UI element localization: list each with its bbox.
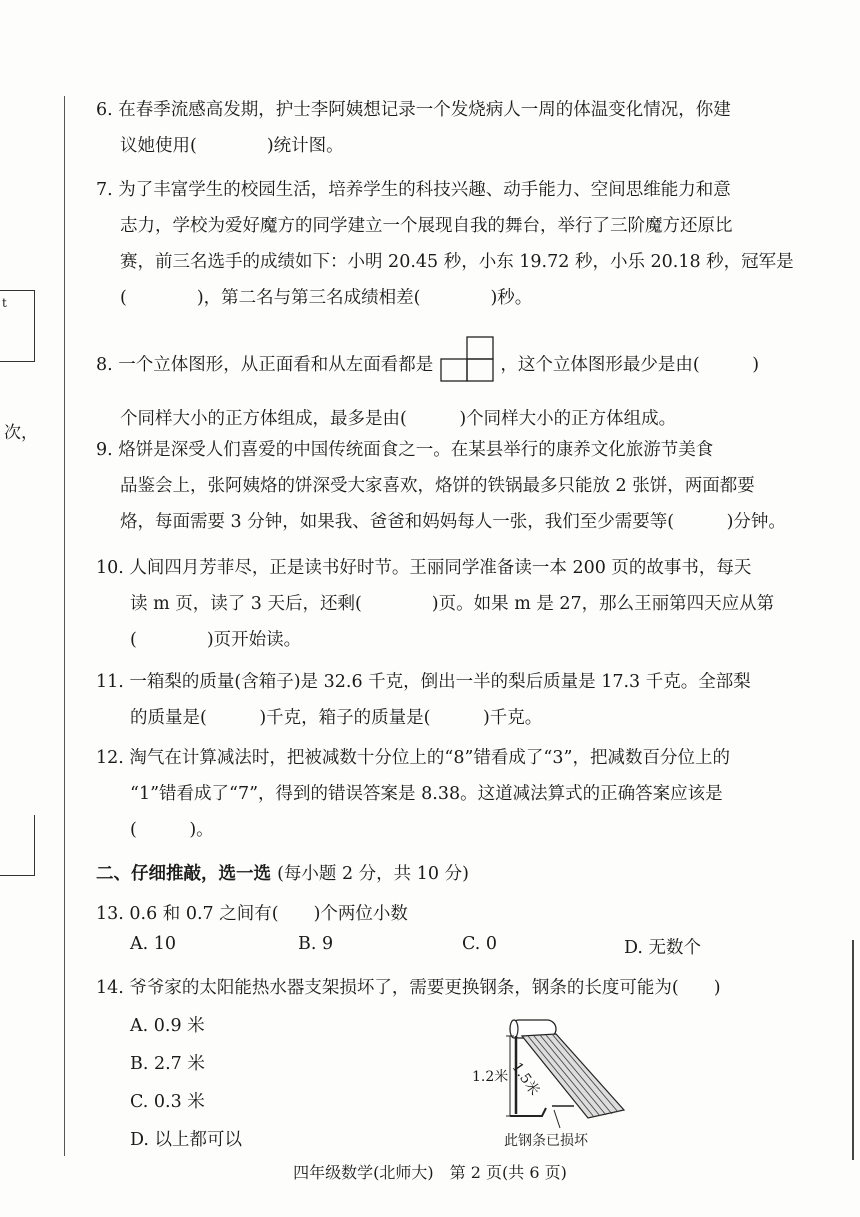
q-line: 赛，前三名选手的成绩如下：小明 20.45 秒，小东 19.72 秒，小乐 20.18 秒，冠军是 (120, 252, 794, 272)
q-text: ，这个立体图形最少是由( ) (500, 355, 760, 375)
q-line: 的质量是( )千克，箱子的质量是( )千克。 (130, 708, 543, 728)
q-stem: 14. 爷爷家的太阳能热水器支架损坏了，需要更换钢条，钢条的长度可能为( ) (96, 978, 721, 998)
q-line: 读 m 页，读了 3 天后，还剩( )页。如果 m 是 27，那么王丽第四天应从第 (130, 594, 775, 614)
margin-fragment: 次， (4, 423, 38, 443)
q-text: 8. 一个立体图形，从正面看和从左面看都是 (96, 355, 434, 375)
question-14 (96, 970, 828, 1006)
view-shape-icon (439, 336, 495, 395)
option-d[interactable]: D. 无数个 (624, 938, 702, 958)
q-line: 10. 人间四月芳菲尽，正是读书好时节。王丽同学准备读一本 200 页的故事书，每天 (96, 558, 752, 578)
question-13 (96, 896, 828, 932)
height-label: 1.2米 (472, 1069, 509, 1085)
option-d[interactable]: D. 以上都可以 (130, 1130, 243, 1150)
q-line: 6. 在春季流感高发期，护士李阿姨想记录一个发烧病人一周的体温变化情况，你建 (96, 100, 731, 120)
section-2-header (96, 860, 469, 885)
q-line: 12. 淘气在计算减法时，把被减数十分位上的“8”错看成了“3”，把减数百分位上的 (96, 748, 730, 768)
question-11 (96, 664, 828, 736)
option-a[interactable]: A. 0.9 米 (130, 1016, 205, 1036)
q-line (96, 336, 828, 395)
question-8 (96, 336, 828, 437)
margin-box-bottom (0, 815, 35, 876)
q-line: ( )。 (130, 820, 214, 840)
question-9 (96, 432, 828, 540)
question-7 (96, 172, 828, 316)
q-line: 7. 为了丰富学生的校园生活，培养学生的科技兴趣、动手能力、空间思维能力和意 (96, 180, 731, 200)
option-b[interactable]: B. 9 (298, 934, 334, 954)
margin-fragment: t (2, 296, 7, 310)
q-line: 议她使用( )统计图。 (120, 136, 344, 156)
section-title: 二、仔细推敲，选一选 (96, 864, 271, 884)
binding-line (64, 96, 65, 1156)
option-b[interactable]: B. 2.7 米 (130, 1054, 205, 1074)
option-a[interactable]: A. 10 (130, 934, 177, 954)
q-line: 志力，学校为爱好魔方的同学建立一个展现自我的舞台，举行了三阶魔方还原比 (120, 216, 733, 236)
option-c[interactable]: C. 0 (462, 934, 498, 954)
section-note: (每小题 2 分，共 10 分) (277, 864, 469, 884)
q-line: 个同样大小的正方体组成，最多是由( )个同样大小的正方体组成。 (120, 409, 677, 429)
q-line: 烙，每面需要 3 分钟，如果我、爸爸和妈妈每人一张，我们至少需要等( )分钟。 (120, 512, 786, 532)
figure-caption: 此钢条已损坏 (504, 1133, 588, 1149)
q-line: 品鉴会上，张阿姨烙的饼深受大家喜欢，烙饼的铁锅最多只能放 2 张饼，两面都要 (120, 476, 755, 496)
question-12 (96, 740, 828, 848)
option-c[interactable]: C. 0.3 米 (130, 1092, 205, 1112)
q-stem: 13. 0.6 和 0.7 之间有( )个两位小数 (96, 904, 408, 924)
diagonal-label: 1.5米 (508, 1059, 543, 1099)
q-line: “1”错看成了“7”，得到的错误答案是 8.38。这道减法算式的正确答案应该是 (130, 784, 723, 804)
q-line: ( )，第二名与第三名成绩相差( )秒。 (120, 288, 533, 308)
q-line: 11. 一箱梨的质量(含箱子)是 32.6 千克，倒出一半的梨后质量是 17.3 千克。全部梨 (96, 672, 751, 692)
question-6 (96, 92, 828, 164)
solar-heater-figure (470, 1018, 660, 1153)
q-line: ( )页开始读。 (130, 630, 302, 650)
page-edge (852, 940, 854, 1160)
q-line: 9. 烙饼是深受人们喜爱的中国传统面食之一。在某县举行的康养文化旅游节美食 (96, 440, 714, 460)
question-10 (96, 550, 828, 658)
page-footer: 四年级数学(北师大) 第 2 页(共 6 页) (293, 1163, 567, 1182)
